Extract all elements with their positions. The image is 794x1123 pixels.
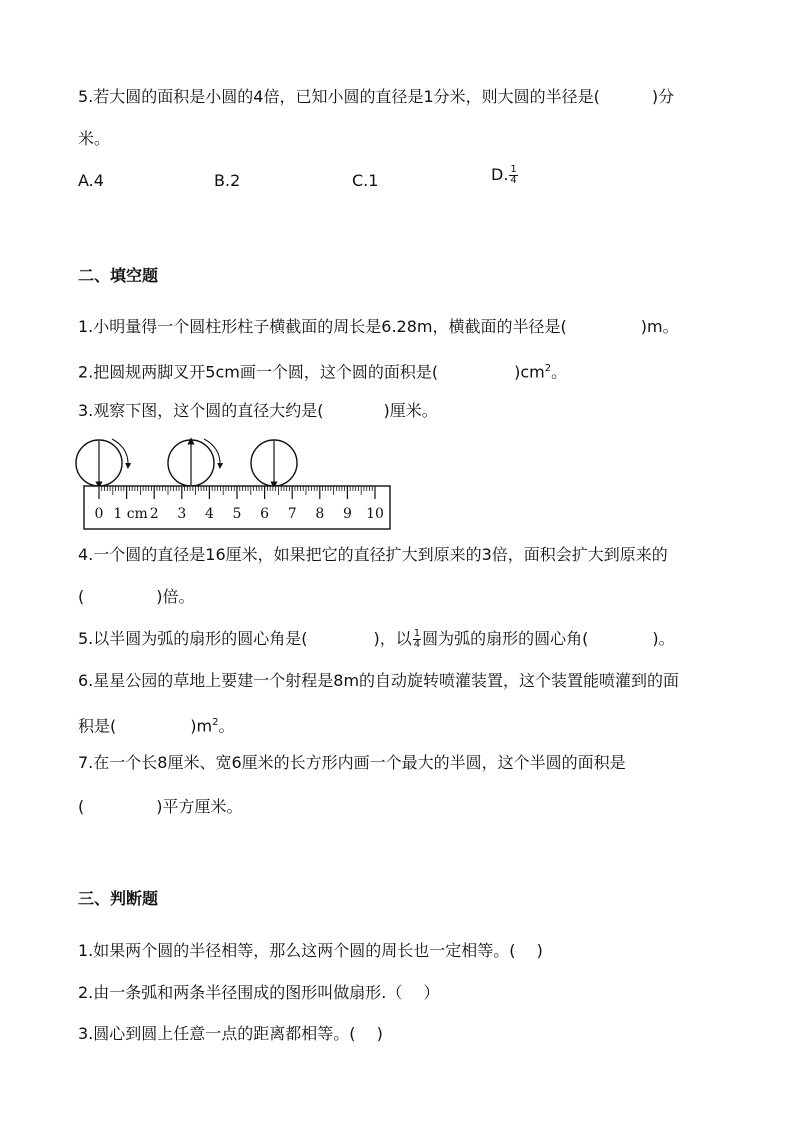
ruler-label: 5	[232, 506, 242, 522]
ruler-label: 4	[204, 506, 214, 522]
fill-q3-text: 3.观察下图，这个圆的直径大约是(	[78, 401, 324, 420]
judge-q1: 1.如果两个圆的半径相等，那么这两个圆的周长也一定相等。( )	[78, 941, 543, 960]
fill-q4-close: )倍。	[156, 587, 195, 606]
fill-q5-text: 5.以半圆为弧的扇形的圆心角是(	[78, 629, 308, 648]
ruler-label: 9	[342, 506, 352, 522]
judge-q3: 3.圆心到圆上任意一点的距离都相等。( )	[78, 1024, 383, 1043]
choice-q5-text-end: )分	[651, 87, 675, 106]
fill-q2-end: 。	[551, 362, 568, 382]
fill-q3	[78, 400, 438, 422]
fill-q6-unit: )m	[190, 716, 213, 736]
option-a[interactable]: A.4	[78, 171, 104, 190]
fill-q4-line1: 4.一个圆的直径是16厘米，如果把它的直径扩大到原来的3倍，面积会扩大到原来的	[78, 545, 668, 564]
ruler-label: 2	[149, 506, 159, 522]
fill-q2-text: 2.把圆规两脚叉开5cm画一个圆，这个圆的面积是(	[78, 362, 439, 382]
section-heading-judge: 三、判断题	[78, 889, 159, 908]
option-d-fraction	[509, 165, 517, 186]
fraction-denominator: 4	[413, 639, 421, 650]
choice-q5-text: 5.若大圆的面积是小圆的4倍，已知小圆的直径是1分米，则大圆的半径是(	[78, 87, 600, 106]
choice-q5-line1	[78, 86, 674, 108]
fraction-numerator: 1	[510, 164, 517, 175]
ruler-figure	[74, 434, 396, 532]
fill-q1-text: 1.小明量得一个圆柱形柱子横截面的周长是6.28m，横截面的半径是(	[78, 317, 567, 336]
circle-1	[76, 439, 128, 486]
ruler-label: 3	[177, 506, 187, 522]
fill-q7-open: (	[78, 797, 85, 816]
choice-q5-line2: 米。	[78, 129, 111, 148]
fill-q6-open: 积是(	[78, 716, 117, 736]
fraction-denominator: 4	[510, 175, 517, 186]
circle-2	[168, 439, 220, 486]
fill-q4-open: (	[78, 587, 85, 606]
fill-q5	[78, 628, 675, 650]
fraction-numerator: 1	[413, 628, 421, 639]
ruler-label: 0	[94, 506, 104, 522]
section-heading-fill: 二、填空题	[78, 266, 159, 285]
judge-q2: 2.由一条弧和两条半径围成的图形叫做扇形.（ ）	[78, 983, 440, 1002]
fill-q1-text-end: )m。	[640, 317, 679, 336]
fill-q6-end: 。	[218, 716, 235, 736]
fill-q6-line2	[78, 712, 234, 737]
fill-q2-sup: 2	[544, 363, 552, 374]
ruler-label: 10	[366, 506, 384, 522]
ruler-label: 6	[260, 506, 270, 522]
ruler-label: 8	[315, 506, 325, 522]
fill-q7-line1: 7.在一个长8厘米、宽6厘米的长方形内画一个最大的半圆，这个半圆的面积是	[78, 753, 626, 772]
option-d[interactable]	[491, 164, 519, 186]
fill-q5-mid2: 圆为弧的扇形的圆心角(	[422, 629, 589, 648]
fill-q2	[78, 358, 567, 383]
fill-q5-end: )。	[652, 629, 675, 648]
fill-q1	[78, 316, 679, 338]
fill-q6-line1: 6.星星公园的草地上要建一个射程是8m的自动旋转喷灌装置，这个装置能喷灌到的面	[78, 671, 680, 690]
option-d-label: D.	[491, 165, 509, 184]
fill-q3-text-end: )厘米。	[383, 401, 438, 420]
fill-q5-fraction	[413, 629, 421, 650]
circle-3	[251, 440, 297, 486]
fill-q7-line2	[78, 796, 243, 818]
option-b[interactable]: B.2	[214, 171, 241, 190]
fill-q6-sup: 2	[212, 717, 219, 728]
fill-q4-line2	[78, 586, 195, 608]
ruler-label: 7	[287, 506, 297, 522]
fill-q5-mid: )，以	[373, 629, 412, 648]
fill-q2-unit: )cm	[514, 362, 545, 382]
option-c[interactable]: C.1	[352, 171, 379, 190]
ruler-label: 1 cm	[113, 506, 148, 522]
fill-q7-close: )平方厘米。	[156, 797, 243, 816]
